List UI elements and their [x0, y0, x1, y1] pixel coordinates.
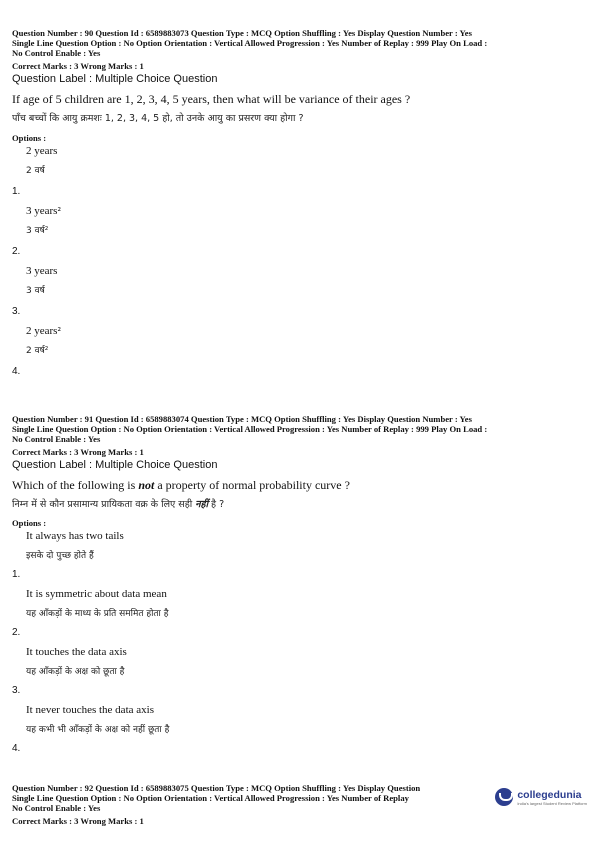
option-text-en: 3 years² — [26, 205, 61, 217]
options-heading: Options : — [12, 133, 47, 143]
meta-line: Single Line Question Option : No Option Orientation : Vertical Allowed Progression : Yes Number of Replay : 999 Play On Load : — [12, 424, 488, 434]
watermark-name: collegedunia — [517, 788, 582, 801]
question-text-part: निम्न में से कौन प्रसामान्य प्रायिकता वक्र के लिए सही — [12, 499, 196, 510]
question-text-part: है ? — [208, 499, 225, 510]
option-number: 1. — [12, 569, 21, 580]
question-label: Question Label : Multiple Choice Question — [12, 73, 218, 85]
option-text-en: 2 years — [26, 145, 58, 157]
option-number: 3. — [12, 685, 21, 696]
question-label: Question Label : Multiple Choice Question — [12, 459, 218, 471]
question-text-en: If age of 5 children are 1, 2, 3, 4, 5 years, then what will be variance of their ages ? — [12, 92, 411, 106]
meta-line: Question Number : 90 Question Id : 6589883073 Question Type : MCQ Option Shuffling : Yes Display Question Number : Yes — [12, 28, 472, 38]
option-text-en: 2 years² — [26, 325, 61, 337]
option-3[interactable] — [12, 263, 587, 323]
option-number: 4. — [12, 366, 21, 377]
question-text-emphasis: not — [138, 478, 155, 492]
question-91 — [12, 414, 587, 760]
meta-line: Single Line Question Option : No Option Orientation : Vertical Allowed Progression : Yes Number of Replay : 999 Play On Load : — [12, 38, 488, 48]
option-3[interactable] — [12, 644, 587, 702]
meta-line: No Control Enable : Yes — [12, 803, 101, 813]
option-4[interactable] — [12, 702, 587, 760]
option-1[interactable] — [12, 528, 587, 586]
option-number: 4. — [12, 743, 21, 754]
question-meta — [12, 28, 587, 58]
question-text-part: Which of the following is — [12, 478, 139, 492]
option-number: 1. — [12, 186, 21, 197]
question-marks: Correct Marks : 3 Wrong Marks : 1 — [12, 447, 144, 457]
collegedunia-watermark — [491, 786, 591, 808]
question-text-hi: पाँच बच्चों कि आयु क्रमशः 1, 2, 3, 4, 5 हो, तो उनके आयु का प्रसरण क्या होगा ? — [12, 113, 304, 124]
question-marks: Correct Marks : 3 Wrong Marks : 1 — [12, 61, 144, 71]
question-90 — [12, 28, 587, 383]
option-number: 2. — [12, 627, 21, 638]
options-heading: Options : — [12, 518, 47, 528]
option-1[interactable] — [12, 143, 587, 203]
option-number: 2. — [12, 246, 21, 257]
question-text-en — [12, 478, 572, 493]
option-2[interactable] — [12, 586, 587, 644]
option-text-hi: 3 वर्ष — [26, 286, 45, 296]
option-text-en: It never touches the data axis — [26, 704, 154, 716]
meta-line: Single Line Question Option : No Option Orientation : Vertical Allowed Progression : Yes Number of Replay — [12, 793, 409, 803]
question-text-emphasis: नहीं — [195, 499, 209, 510]
option-2[interactable] — [12, 203, 587, 263]
option-text-hi: 3 वर्ष² — [26, 226, 49, 236]
question-meta — [12, 414, 587, 444]
watermark-text — [517, 789, 587, 806]
option-text-en: It always has two tails — [26, 530, 124, 542]
option-text-en: It is symmetric about data mean — [26, 588, 167, 600]
question-marks: Correct Marks : 3 Wrong Marks : 1 — [12, 816, 144, 826]
option-number: 3. — [12, 306, 21, 317]
option-text-hi: यह आँकड़ों के माध्य के प्रति सममित होता है — [26, 609, 169, 619]
meta-line: No Control Enable : Yes — [12, 48, 101, 58]
meta-line: Question Number : 91 Question Id : 6589883074 Question Type : MCQ Option Shuffling : Yes Display Question Number : Yes — [12, 414, 472, 424]
option-text-en: It touches the data axis — [26, 646, 127, 658]
option-text-en: 3 years — [26, 265, 58, 277]
option-text-hi: 2 वर्ष² — [26, 346, 49, 356]
watermark-tagline: India's largest Student Review Platform — [517, 800, 587, 806]
graduate-face-icon — [495, 788, 513, 806]
option-4[interactable] — [12, 323, 587, 383]
meta-line: Question Number : 92 Question Id : 6589883075 Question Type : MCQ Option Shuffling : Yes Display Question — [12, 783, 421, 793]
question-text-hi — [12, 497, 587, 510]
option-text-hi: यह कभी भी आँकड़ों के अक्ष को नहीं छूता है — [26, 725, 170, 735]
meta-line: No Control Enable : Yes — [12, 434, 101, 444]
option-text-hi: 2 वर्ष — [26, 166, 45, 176]
option-text-hi: इसके दो पुच्छ होते हैं — [26, 551, 94, 561]
option-text-hi: यह आँकड़ों के अक्ष को छूता है — [26, 667, 125, 677]
question-text-part: a property of normal probability curve ? — [154, 478, 350, 492]
